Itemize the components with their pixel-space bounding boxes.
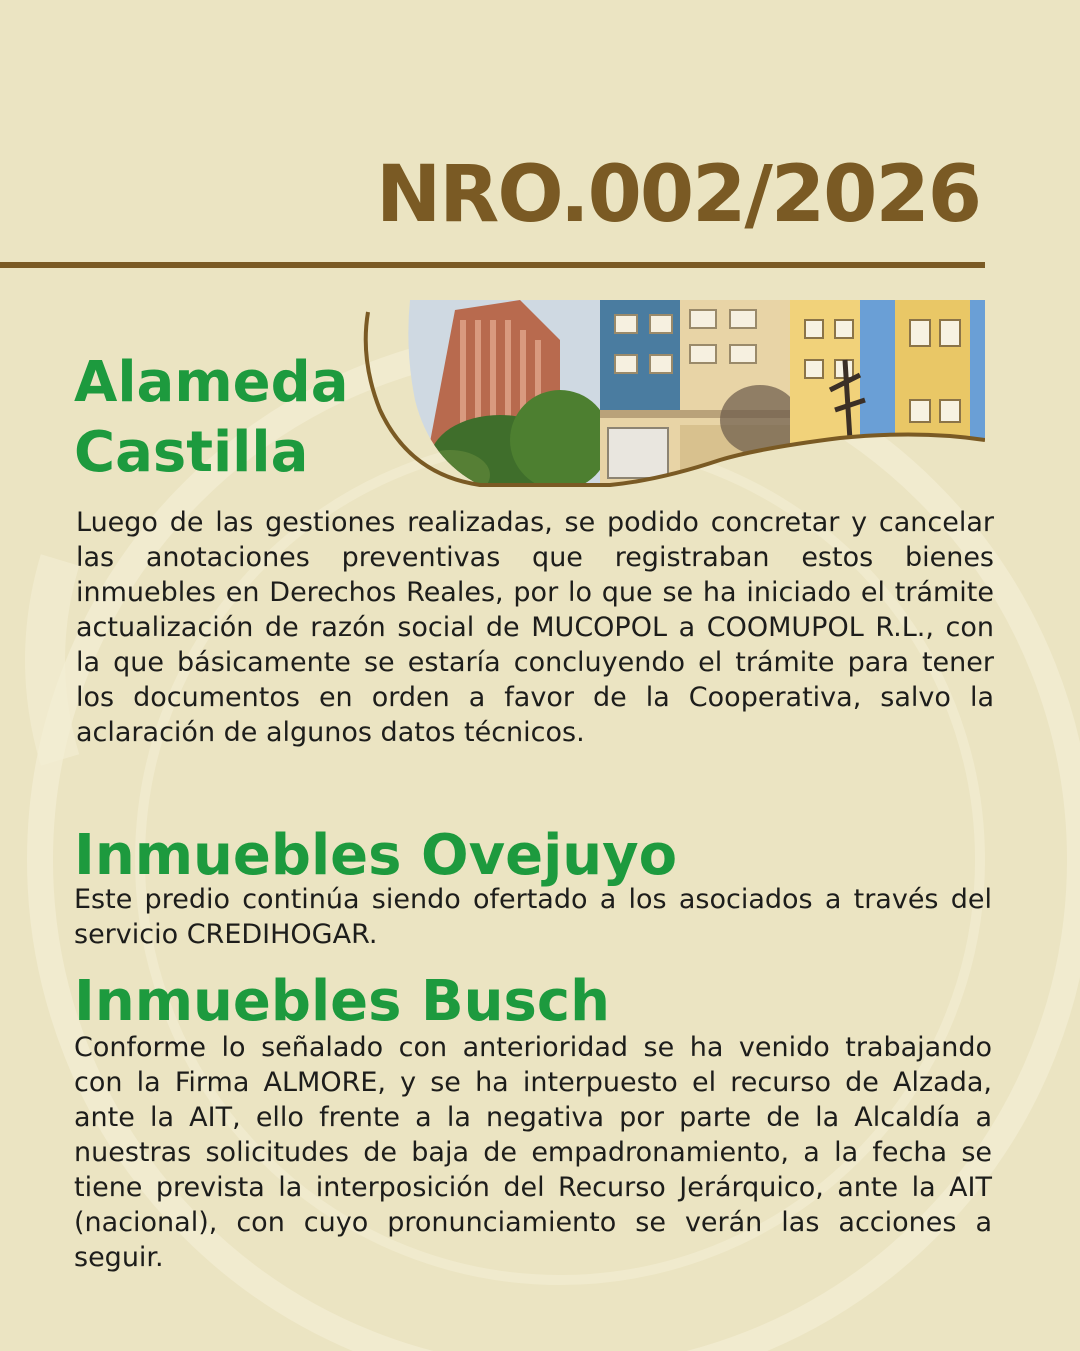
- section-body-inmuebles-busch: Conforme lo señalado con anterioridad se ha venido trabajando con la Firma ALMORE, y se ha interpuesto el recurso de Alzada, ante la AIT, ello frente a la negativa por parte de la Alcaldía a nuestras solicitudes de baja de empadronamiento, a la fecha se tiene prevista la interposición del Recurso Jerárquico, ante la AIT (nacional), con cuyo pronunciamiento se verán las acciones a seguir.: [74, 1032, 992, 1273]
- issue-number: NRO.002/2026: [376, 150, 980, 240]
- section-title-alameda-castilla: Alameda Castilla: [74, 350, 349, 485]
- section-title-inmuebles-ovejuyo: Inmuebles Ovejuyo: [74, 823, 678, 888]
- section-title-inmuebles-busch: Inmuebles Busch: [74, 969, 610, 1034]
- section-body-inmuebles-ovejuyo: Este predio continúa siendo ofertado a los asociados a través del servicio CREDIHOGAR.: [74, 884, 992, 950]
- header-divider: [0, 262, 985, 268]
- section-body-alameda-castilla: Luego de las gestiones realizadas, se podido concretar y cancelar las anotaciones preventivas que registraban estos bienes inmuebles en Derechos Reales, por lo que se ha iniciado el trámite actualización de razón social de MUCOPOL a COOMUPOL R.L., con la que básicamente se estaría concluyendo el trámite para tener los documentos en orden a favor de la Cooperativa, salvo la aclaración de algunos datos técnicos.: [76, 507, 994, 748]
- building-photos: [360, 300, 985, 495]
